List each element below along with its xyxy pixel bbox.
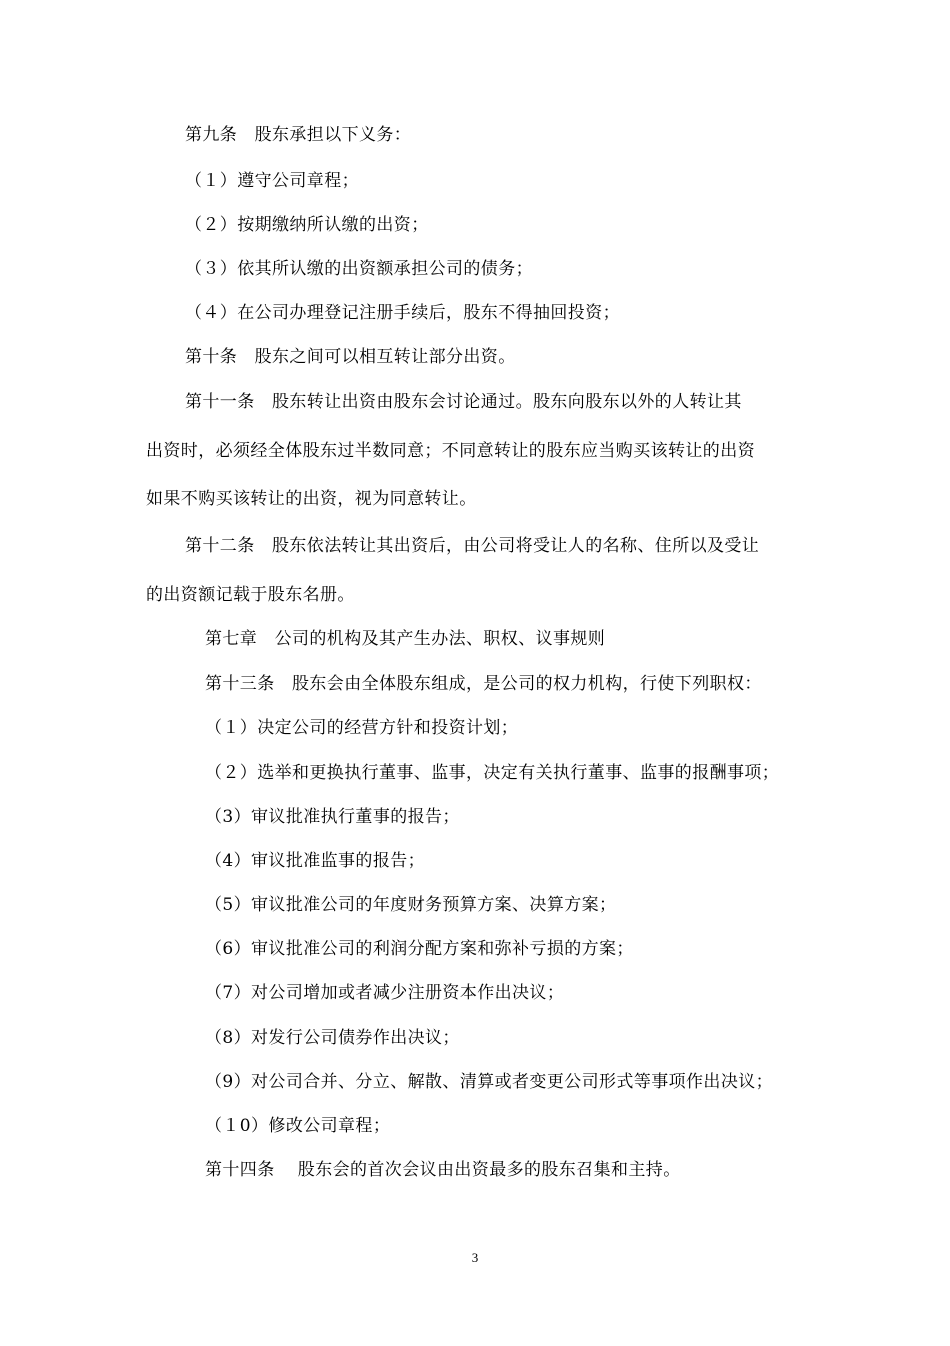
article-12-line-1: 第十二条 股东依法转让其出资后，由公司将受让人的名称、住所以及受让: [185, 536, 760, 556]
article-13-item-7: （7）对公司增加或者减少注册资本作出决议；: [205, 983, 565, 1003]
article-9-item-1: （１）遵守公司章程；: [185, 171, 359, 191]
article-13-item-4: （4）审议批准监事的报告；: [205, 851, 426, 871]
article-11-line-3: 如果不购买该转让的出资，视为同意转让。: [146, 489, 477, 509]
article-10: 第十条 股东之间可以相互转让部分出资。: [185, 347, 516, 367]
chapter-7-heading: 第七章 公司的机构及其产生办法、职权、议事规则: [205, 629, 606, 649]
article-13-item-3: （3）审议批准执行董事的报告；: [205, 807, 460, 827]
article-11-line-2: 出资时，必须经全体股东过半数同意；不同意转让的股东应当购买该转让的出资: [146, 441, 755, 461]
article-9-item-2: （２）按期缴纳所认缴的出资；: [185, 215, 429, 235]
article-13-heading: 第十三条 股东会由全体股东组成，是公司的权力机构，行使下列职权：: [205, 674, 762, 694]
article-9-heading: 第九条 股东承担以下义务：: [185, 125, 412, 145]
article-13-item-6: （6）审议批准公司的利润分配方案和弥补亏损的方案；: [205, 939, 634, 959]
article-12-line-2: 的出资额记载于股东名册。: [146, 585, 355, 605]
article-13-item-5: （5）审议批准公司的年度财务预算方案、决算方案；: [205, 895, 617, 915]
article-14: 第十四条 股东会的首次会议由出资最多的股东召集和主持。: [205, 1160, 681, 1180]
article-13-item-8: （8）对发行公司债券作出决议；: [205, 1028, 460, 1048]
page-number: 3: [471, 1250, 479, 1265]
article-13-item-2: （２）选举和更换执行董事、监事，决定有关执行董事、监事的报酬事项；: [205, 763, 780, 783]
article-13-item-9: （9）对公司合并、分立、解散、清算或者变更公司形式等事项作出决议；: [205, 1072, 774, 1092]
article-13-item-10: （１0）修改公司章程；: [205, 1116, 391, 1136]
article-11-line-1: 第十一条 股东转让出资由股东会讨论通过。股东向股东以外的人转让其: [185, 392, 742, 412]
article-13-item-1: （１）决定公司的经营方针和投资计划；: [205, 718, 519, 738]
article-9-item-3: （３）依其所认缴的出资额承担公司的债务；: [185, 259, 533, 279]
article-9-item-4: （４）在公司办理登记注册手续后，股东不得抽回投资；: [185, 303, 620, 323]
